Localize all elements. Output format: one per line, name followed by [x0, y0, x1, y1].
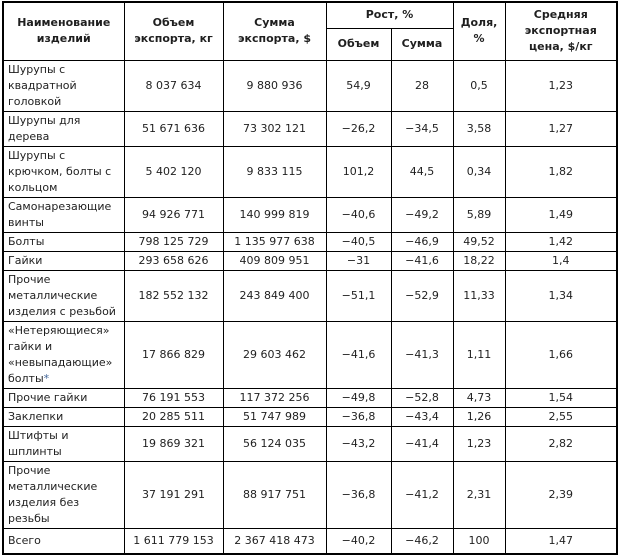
table-row	[3, 251, 617, 270]
growth-sum-cell: −43,4	[391, 407, 453, 426]
price-cell: 1,47	[505, 528, 617, 554]
header-avg-price: Средняя экспортная цена, $/кг	[505, 2, 617, 60]
volume-cell: 17 866 829	[124, 321, 223, 388]
sum-cell: 51 747 989	[223, 407, 326, 426]
share-cell: 1,11	[453, 321, 505, 388]
growth-volume-cell: −40,5	[326, 232, 391, 251]
table-row	[3, 321, 617, 388]
sum-cell: 1 135 977 638	[223, 232, 326, 251]
product-name-cell	[3, 197, 124, 232]
volume-cell: 293 658 626	[124, 251, 223, 270]
volume-cell: 76 191 553	[124, 388, 223, 407]
growth-sum-cell: −41,3	[391, 321, 453, 388]
volume-cell: 182 552 132	[124, 270, 223, 321]
table-row	[3, 407, 617, 426]
product-name: «Нетеряющиеся» гайки и «невыпадающие» болты	[8, 323, 113, 385]
price-cell: 1,54	[505, 388, 617, 407]
share-cell: 0,34	[453, 146, 505, 197]
growth-volume-cell: 54,9	[326, 60, 391, 111]
share-cell: 5,89	[453, 197, 505, 232]
product-name-cell	[3, 321, 124, 388]
growth-sum-cell: −41,2	[391, 461, 453, 528]
product-name: Гайки	[8, 253, 43, 267]
product-name: Заклепки	[8, 409, 64, 423]
share-cell: 2,31	[453, 461, 505, 528]
volume-cell: 37 191 291	[124, 461, 223, 528]
sum-cell: 140 999 819	[223, 197, 326, 232]
product-name-cell	[3, 111, 124, 146]
price-cell: 1,23	[505, 60, 617, 111]
growth-sum-cell: −41,4	[391, 426, 453, 461]
share-cell: 4,73	[453, 388, 505, 407]
product-name-cell	[3, 270, 124, 321]
table-body	[3, 60, 617, 554]
product-name: Болты	[8, 234, 45, 248]
price-cell: 2,55	[505, 407, 617, 426]
volume-cell: 94 926 771	[124, 197, 223, 232]
volume-cell: 5 402 120	[124, 146, 223, 197]
header-export-volume: Объем экспорта, кг	[124, 2, 223, 60]
growth-volume-cell: −51,1	[326, 270, 391, 321]
growth-sum-cell: 44,5	[391, 146, 453, 197]
volume-cell: 20 285 511	[124, 407, 223, 426]
volume-cell: 8 037 634	[124, 60, 223, 111]
growth-volume-cell: −26,2	[326, 111, 391, 146]
product-name-cell	[3, 388, 124, 407]
table-header	[3, 2, 617, 60]
table-row	[3, 146, 617, 197]
price-cell: 2,39	[505, 461, 617, 528]
growth-volume-cell: −40,2	[326, 528, 391, 554]
product-name-cell	[3, 528, 124, 554]
header-growth-volume: Объем	[326, 28, 391, 60]
product-name: Шурупы с квадратной головкой	[8, 62, 77, 108]
price-cell: 1,4	[505, 251, 617, 270]
share-cell: 3,58	[453, 111, 505, 146]
sum-cell: 29 603 462	[223, 321, 326, 388]
footnote-marker: *	[43, 371, 50, 385]
growth-volume-cell: −40,6	[326, 197, 391, 232]
growth-sum-cell: −46,9	[391, 232, 453, 251]
table-row	[3, 111, 617, 146]
growth-volume-cell: −41,6	[326, 321, 391, 388]
growth-sum-cell: −34,5	[391, 111, 453, 146]
sum-cell: 409 809 951	[223, 251, 326, 270]
growth-sum-cell: −46,2	[391, 528, 453, 554]
product-name: Прочие металлические изделия без резьбы	[8, 463, 98, 525]
product-name: Прочие металлические изделия с резьбой	[8, 272, 116, 318]
sum-cell: 9 833 115	[223, 146, 326, 197]
share-cell: 18,22	[453, 251, 505, 270]
header-export-sum: Сумма экспорта, $	[223, 2, 326, 60]
product-name: Самонарезающие винты	[8, 199, 112, 229]
sum-cell: 243 849 400	[223, 270, 326, 321]
price-cell: 1,42	[505, 232, 617, 251]
growth-sum-cell: −52,9	[391, 270, 453, 321]
product-name: Всего	[8, 533, 41, 547]
table-row	[3, 270, 617, 321]
price-cell: 1,66	[505, 321, 617, 388]
product-name-cell	[3, 461, 124, 528]
share-cell: 100	[453, 528, 505, 554]
product-name-cell	[3, 426, 124, 461]
product-name-cell	[3, 232, 124, 251]
table-row	[3, 197, 617, 232]
growth-volume-cell: −43,2	[326, 426, 391, 461]
share-cell: 11,33	[453, 270, 505, 321]
growth-volume-cell: −36,8	[326, 407, 391, 426]
product-name: Шурупы для дерева	[8, 113, 81, 143]
sum-cell: 56 124 035	[223, 426, 326, 461]
page	[0, 1, 620, 547]
share-cell: 1,23	[453, 426, 505, 461]
sum-cell: 2 367 418 473	[223, 528, 326, 554]
export-table	[2, 1, 618, 555]
sum-cell: 88 917 751	[223, 461, 326, 528]
product-name-cell	[3, 251, 124, 270]
table-row	[3, 461, 617, 528]
growth-sum-cell: −52,8	[391, 388, 453, 407]
growth-sum-cell: 28	[391, 60, 453, 111]
price-cell: 1,49	[505, 197, 617, 232]
share-cell: 1,26	[453, 407, 505, 426]
product-name-cell	[3, 407, 124, 426]
growth-sum-cell: −41,6	[391, 251, 453, 270]
price-cell: 1,27	[505, 111, 617, 146]
table-row	[3, 388, 617, 407]
product-name: Прочие гайки	[8, 390, 88, 404]
growth-volume-cell: −36,8	[326, 461, 391, 528]
header-product-name: Наименование изделий	[3, 2, 124, 60]
product-name: Штифты и шплинты	[8, 428, 69, 458]
volume-cell: 51 671 636	[124, 111, 223, 146]
table-row	[3, 426, 617, 461]
sum-cell: 9 880 936	[223, 60, 326, 111]
volume-cell: 1 611 779 153	[124, 528, 223, 554]
product-name: Шурупы с крючком, болты с кольцом	[8, 148, 112, 194]
growth-volume-cell: 101,2	[326, 146, 391, 197]
table-row	[3, 60, 617, 111]
product-name-cell	[3, 60, 124, 111]
growth-sum-cell: −49,2	[391, 197, 453, 232]
sum-cell: 117 372 256	[223, 388, 326, 407]
header-growth-sum: Сумма	[391, 28, 453, 60]
header-growth: Рост, %	[326, 2, 453, 28]
table-row-total	[3, 528, 617, 554]
share-cell: 0,5	[453, 60, 505, 111]
volume-cell: 19 869 321	[124, 426, 223, 461]
growth-volume-cell: −49,8	[326, 388, 391, 407]
volume-cell: 798 125 729	[124, 232, 223, 251]
price-cell: 1,34	[505, 270, 617, 321]
product-name-cell	[3, 146, 124, 197]
growth-volume-cell: −31	[326, 251, 391, 270]
price-cell: 1,82	[505, 146, 617, 197]
header-row-top	[3, 2, 617, 28]
table-row	[3, 232, 617, 251]
share-cell: 49,52	[453, 232, 505, 251]
sum-cell: 73 302 121	[223, 111, 326, 146]
price-cell: 2,82	[505, 426, 617, 461]
header-share: Доля, %	[453, 2, 505, 60]
